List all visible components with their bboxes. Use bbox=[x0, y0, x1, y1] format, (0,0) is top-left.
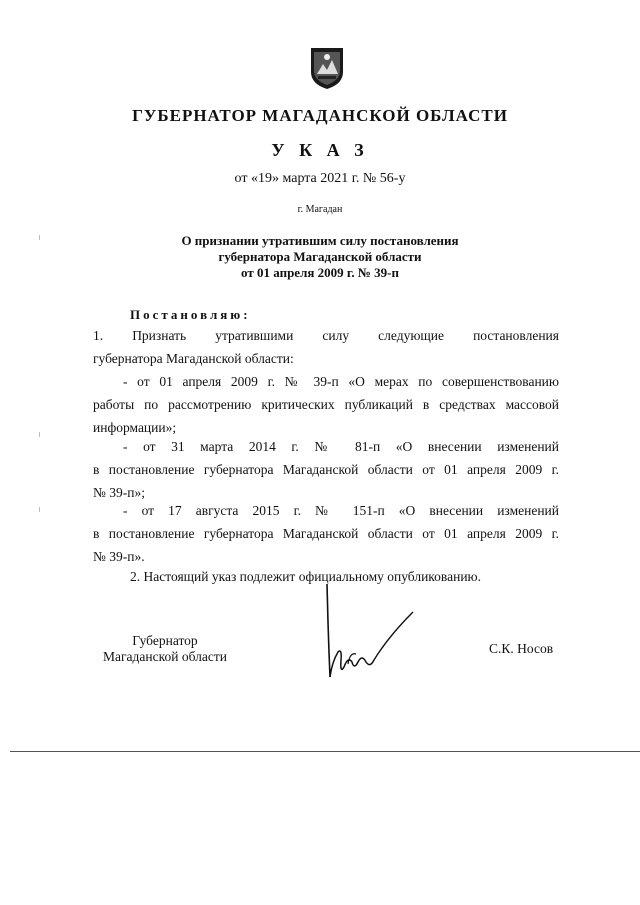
signatory-title-line: Магаданской области bbox=[103, 649, 227, 664]
paragraph-1 bbox=[93, 324, 559, 370]
subject-line: О признании утратившим силу постановления bbox=[181, 233, 459, 248]
paragraph-line: информации»; bbox=[93, 420, 177, 435]
list-item-2 bbox=[93, 435, 559, 504]
paragraph-line: - от 31 марта 2014 г. № 81-п «О внесении изменений bbox=[123, 439, 559, 454]
handwritten-signature bbox=[318, 582, 428, 692]
signatory-title bbox=[95, 633, 235, 665]
document-city: г. Магадан bbox=[297, 204, 343, 215]
paragraph-line: работы по рассмотрению критических публикаций в средствах массовой bbox=[93, 397, 559, 412]
paragraph-line: № 39-п». bbox=[93, 549, 145, 564]
authority-title: ГУБЕРНАТОР МАГАДАНСКОЙ ОБЛАСТИ bbox=[132, 106, 508, 125]
paragraph-line: - от 17 августа 2015 г. № 151-п «О внесении изменений bbox=[123, 503, 559, 518]
paragraph-line: 1. Признать утратившими силу следующие постановления bbox=[93, 328, 559, 343]
subject-line: губернатора Магаданской области bbox=[218, 249, 422, 264]
list-item-3 bbox=[93, 499, 559, 568]
page-edge-line bbox=[10, 751, 640, 752]
document-subject bbox=[0, 233, 640, 281]
paragraph-line: 2. Настоящий указ подлежит официальному опубликованию. bbox=[130, 569, 482, 584]
scan-mark bbox=[39, 235, 40, 240]
signatory-title-line: Губернатор bbox=[132, 633, 198, 648]
document-date-number: от «19» марта 2021 г. № 56-у bbox=[234, 171, 406, 186]
paragraph-line: в постановление губернатора Магаданской области от 01 апреля 2009 г. bbox=[93, 526, 559, 541]
paragraph-line: в постановление губернатора Магаданской области от 01 апреля 2009 г. bbox=[93, 462, 559, 477]
paragraph-line: - от 01 апреля 2009 г. № 39-п «О мерах по совершенствованию bbox=[123, 374, 559, 389]
scan-mark bbox=[39, 432, 40, 437]
scan-mark bbox=[39, 507, 40, 512]
paragraph-line: № 39-п»; bbox=[93, 485, 145, 500]
paragraph-line: губернатора Магаданской области: bbox=[93, 351, 294, 366]
list-item-1 bbox=[93, 370, 559, 439]
coat-of-arms-icon bbox=[309, 46, 345, 90]
decree-word: Постановляю: bbox=[130, 307, 251, 322]
document-type: У К А З bbox=[271, 140, 369, 160]
signatory-name: С.К. Носов bbox=[489, 641, 554, 656]
subject-line: от 01 апреля 2009 г. № 39-п bbox=[241, 265, 399, 280]
